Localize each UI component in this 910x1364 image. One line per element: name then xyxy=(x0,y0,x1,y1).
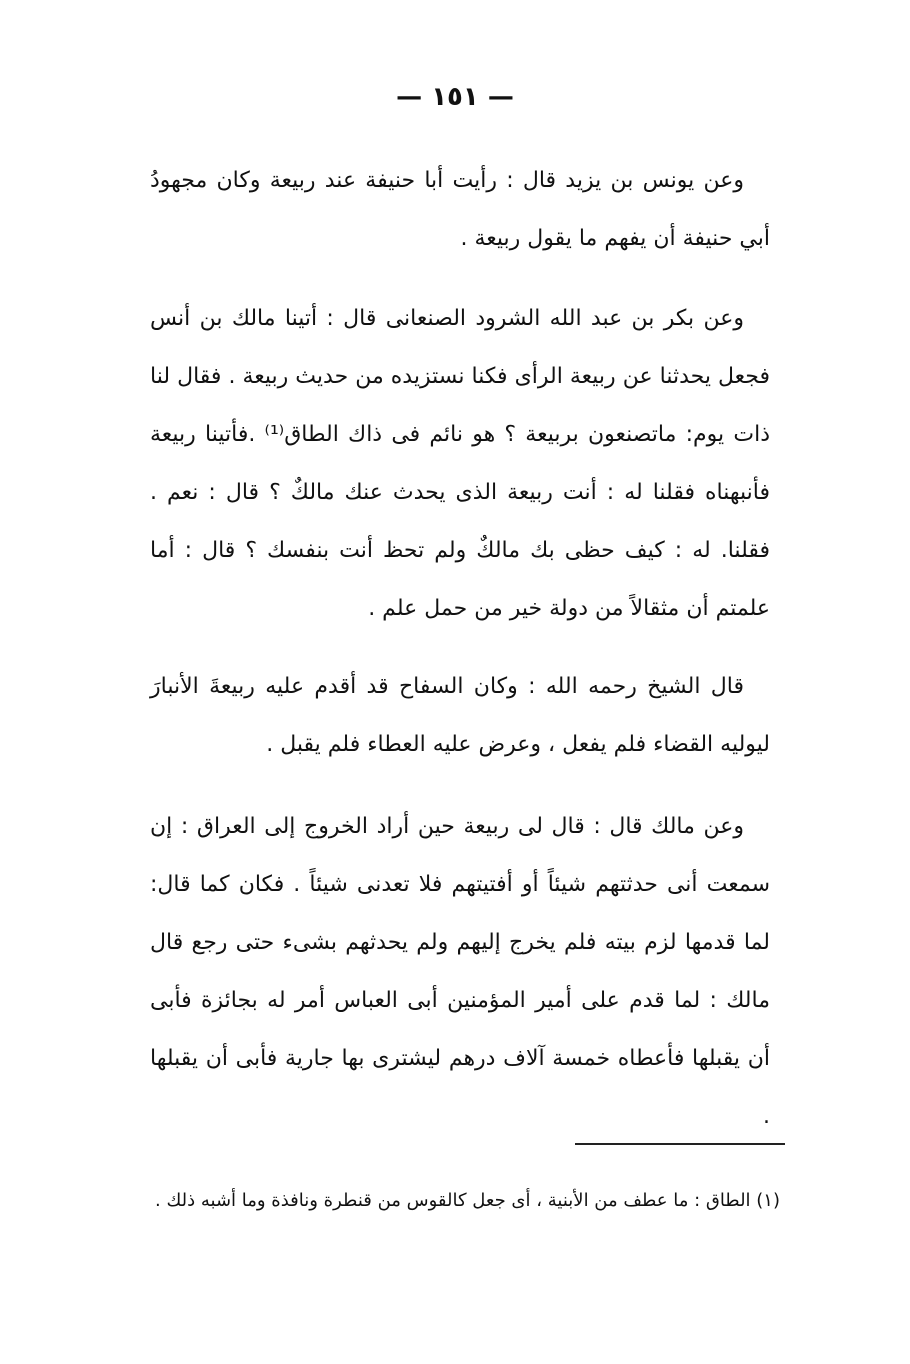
paragraph-text: قال الشيخ رحمه الله : وكان السفاح قد أقدم عليه ربيعةَ الأنبارَ ليوليه القضاء فلم يفعل ، وعرض عليه العطاء فلم يقبل . xyxy=(150,674,770,757)
paragraph-text: وعن بكر بن عبد الله الشرود الصنعانى قال : أتينا مالك بن أنس فجعل يحدثنا عن ربيعة الرأى فكنا نستزيده من حديث ربيعة . فقال لنا ذات يوم: ماتصنعون بربيعة ؟ هو نائم فى ذاك الطاق⁽¹⁾ .فأتينا ربيعة فأنبهناه فقلنا له : أنت ربيعة الذى يحدث عنك مالكٌ ؟ قال : نعم . فقلنا. له : كيف حظى بك مالكٌ ولم تحظ أنت بنفسك ؟ قال : أما علمتم أن مثقالاً من دولة خير من حمل علم . xyxy=(150,306,770,621)
paragraph-saffah xyxy=(150,658,770,774)
paragraph-text: وعن يونس بن يزيد قال : رأيت أبا حنيفة عند ربيعة وكان مجهودُ أبي حنيفة أن يفهم ما يقول ربيعة . xyxy=(150,168,770,251)
footnote-text: (١) الطاق : ما عطف من الأبنية ، أى جعل كالقوس من قنطرة ونافذة وما أشبه ذلك . xyxy=(155,1190,780,1211)
paragraph-bakr xyxy=(150,290,770,638)
footnote xyxy=(150,1178,780,1224)
page-number: — ١٥١ — xyxy=(396,82,514,112)
paragraph-malik xyxy=(150,798,770,1146)
paragraph-text: وعن مالك قال : قال لى ربيعة حين أراد الخروج إلى العراق : إن سمعت أنى حدثتهم شيئاً أو أفتيتهم فلا تعدنى شيئاً . فكان كما قال: لما قدمها لزم بيته فلم يخرج إليهم ولم يحدثهم بشىء حتى رجع قال مالك : لما قدم على أمير المؤمنين أبى العباس أمر له بجائزة فأبى أن يقبلها فأعطاه خمسة آلاف درهم ليشترى بها جارية فأبى أن يقبلها . xyxy=(150,814,770,1129)
footnote-divider xyxy=(575,1143,785,1145)
paragraph-yunus xyxy=(150,152,770,268)
